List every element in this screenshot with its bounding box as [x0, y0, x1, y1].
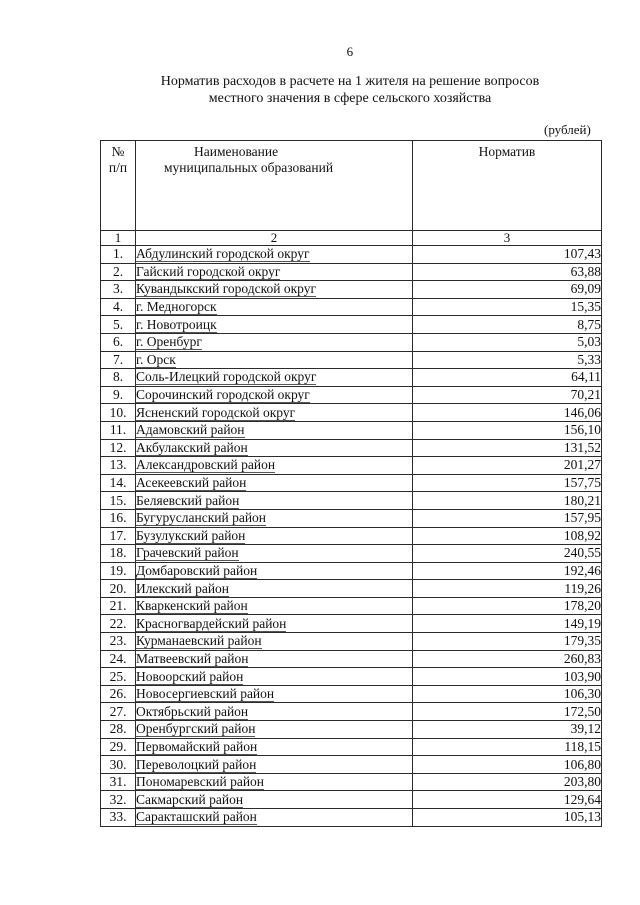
- table-row: [101, 404, 602, 422]
- row-number: 21.: [101, 597, 136, 615]
- municipality-name: [136, 404, 413, 422]
- row-number: 2.: [101, 263, 136, 281]
- municipality-name-text: Новосергиевский район: [136, 686, 275, 702]
- row-number: 7.: [101, 351, 136, 369]
- municipality-name: [136, 633, 413, 651]
- table-row: [101, 580, 602, 598]
- row-number: 30.: [101, 756, 136, 774]
- table-row: [101, 246, 602, 264]
- municipality-name: [136, 615, 413, 633]
- row-number: 29.: [101, 738, 136, 756]
- norm-value: 131,52: [413, 439, 602, 457]
- municipality-name-text: Акбулакский район: [136, 439, 248, 455]
- table-row: [101, 439, 602, 457]
- municipality-name: [136, 703, 413, 721]
- norm-value: 39,12: [413, 721, 602, 739]
- municipality-name-text: Соль-Илецкий городской округ: [136, 369, 317, 385]
- row-number: 15.: [101, 492, 136, 510]
- table-row: [101, 738, 602, 756]
- municipality-name: [136, 457, 413, 475]
- row-number: 3.: [101, 281, 136, 299]
- municipality-name: [136, 791, 413, 809]
- municipality-name-text: Оренбургский район: [136, 721, 256, 737]
- municipality-name: [136, 809, 413, 827]
- table-header-row: [101, 141, 602, 231]
- norm-value: 106,80: [413, 756, 602, 774]
- table-row: [101, 562, 602, 580]
- column-number: 3: [413, 231, 602, 246]
- norm-value: 106,30: [413, 685, 602, 703]
- table-row: [101, 756, 602, 774]
- table-row: [101, 351, 602, 369]
- norm-value: 70,21: [413, 386, 602, 404]
- municipality-name-text: Красногвардейский район: [136, 615, 287, 631]
- municipality-name: [136, 333, 413, 351]
- table-row: [101, 333, 602, 351]
- municipality-name-text: Переволоцкий район: [136, 756, 257, 772]
- column-number: 2: [136, 231, 413, 246]
- table-row: [101, 809, 602, 827]
- norm-value: 157,75: [413, 474, 602, 492]
- municipality-name: [136, 386, 413, 404]
- municipality-name-text: Беляевский район: [136, 492, 240, 508]
- municipality-name-text: г. Новотроицк: [136, 316, 217, 332]
- table-row: [101, 721, 602, 739]
- header-name-line-1: Наименование: [194, 144, 279, 159]
- row-number: 26.: [101, 685, 136, 703]
- row-number: 13.: [101, 457, 136, 475]
- table-row: [101, 633, 602, 651]
- municipality-name-text: Кувандыкский городской округ: [136, 281, 317, 297]
- municipality-name-text: Ясненский городской округ: [136, 404, 296, 420]
- municipality-name: [136, 527, 413, 545]
- title-line-2: местного значения в сфере сельского хозяйства: [208, 91, 492, 106]
- norm-value: 203,80: [413, 773, 602, 791]
- municipality-name-text: Курманаевский район: [136, 633, 262, 649]
- municipality-name-text: Абдулинский городской округ: [136, 246, 310, 262]
- norm-value: 240,55: [413, 545, 602, 563]
- row-number: 8.: [101, 369, 136, 387]
- row-number: 14.: [101, 474, 136, 492]
- municipality-name-text: Октябрьский район: [136, 703, 249, 719]
- norm-value: 15,35: [413, 298, 602, 316]
- municipality-name: [136, 756, 413, 774]
- municipality-name-text: Александровский район: [136, 457, 276, 473]
- title-line-1: Норматив расходов в расчете на 1 жителя на решение вопросов: [160, 74, 540, 89]
- municipality-name-text: Грачевский район: [136, 545, 239, 561]
- norm-value: 105,13: [413, 809, 602, 827]
- municipality-name: [136, 369, 413, 387]
- row-number: 31.: [101, 773, 136, 791]
- page-number: 6: [346, 44, 354, 59]
- table-row: [101, 703, 602, 721]
- table-row: [101, 650, 602, 668]
- row-number: 17.: [101, 527, 136, 545]
- municipality-name: [136, 545, 413, 563]
- municipality-name: [136, 721, 413, 739]
- table-row: [101, 527, 602, 545]
- table-row: [101, 509, 602, 527]
- municipality-name-text: Гайский городской округ: [136, 263, 281, 279]
- row-number: 25.: [101, 668, 136, 686]
- row-number: 33.: [101, 809, 136, 827]
- municipality-name-text: Бугурусланский район: [136, 510, 267, 526]
- header-number: [101, 141, 136, 231]
- table-row: [101, 545, 602, 563]
- table-row: [101, 457, 602, 475]
- header-norm: [413, 141, 602, 231]
- municipality-name-text: Пономаревский район: [136, 774, 265, 790]
- norm-value: 63,88: [413, 263, 602, 281]
- table-row: [101, 773, 602, 791]
- table-row: [101, 685, 602, 703]
- municipality-name: [136, 246, 413, 264]
- municipality-name: [136, 773, 413, 791]
- municipality-name: [136, 316, 413, 334]
- municipality-name-text: Новоорский район: [136, 668, 244, 684]
- norm-value: 146,06: [413, 404, 602, 422]
- municipality-name-text: Первомайский район: [136, 738, 258, 754]
- norm-value: 5,33: [413, 351, 602, 369]
- header-norm-label: Норматив: [478, 144, 536, 159]
- norm-value: 260,83: [413, 650, 602, 668]
- municipality-name-text: Асекеевский район: [136, 475, 247, 491]
- column-number-row: [101, 231, 602, 246]
- municipality-name: [136, 421, 413, 439]
- table-row: [101, 791, 602, 809]
- norm-value: 64,11: [413, 369, 602, 387]
- municipality-name: [136, 351, 413, 369]
- municipality-name-text: Сакмарский район: [136, 791, 244, 807]
- row-number: 16.: [101, 509, 136, 527]
- table-row: [101, 298, 602, 316]
- row-number: 20.: [101, 580, 136, 598]
- table-row: [101, 263, 602, 281]
- municipality-name-text: г. Орск: [136, 351, 176, 367]
- norm-value: 179,35: [413, 633, 602, 651]
- norm-value: 180,21: [413, 492, 602, 510]
- row-number: 27.: [101, 703, 136, 721]
- municipality-name: [136, 263, 413, 281]
- municipality-name: [136, 562, 413, 580]
- norm-value: 201,27: [413, 457, 602, 475]
- row-number: 19.: [101, 562, 136, 580]
- row-number: 12.: [101, 439, 136, 457]
- norm-value: 5,03: [413, 333, 602, 351]
- table-body: [101, 246, 602, 827]
- norm-value: 108,92: [413, 527, 602, 545]
- header-name-line-2: муниципальных образований: [164, 160, 334, 175]
- units-label: (рублей): [544, 122, 591, 137]
- municipality-name: [136, 738, 413, 756]
- header-name: [136, 141, 413, 231]
- row-number: 24.: [101, 650, 136, 668]
- municipality-name-text: Бузулукский район: [136, 527, 246, 543]
- row-number: 23.: [101, 633, 136, 651]
- table-row: [101, 316, 602, 334]
- norm-value: 129,64: [413, 791, 602, 809]
- municipality-name: [136, 580, 413, 598]
- municipality-name: [136, 281, 413, 299]
- municipality-name-text: г. Оренбург: [136, 334, 202, 350]
- norm-value: 103,90: [413, 668, 602, 686]
- municipality-name: [136, 597, 413, 615]
- municipality-name: [136, 650, 413, 668]
- norm-value: 69,09: [413, 281, 602, 299]
- row-number: 9.: [101, 386, 136, 404]
- table-row: [101, 421, 602, 439]
- norm-value: 192,46: [413, 562, 602, 580]
- table-row: [101, 386, 602, 404]
- municipality-name-text: Саракташский район: [136, 809, 257, 825]
- header-number-label: № п/п: [108, 144, 128, 175]
- norm-value: 118,15: [413, 738, 602, 756]
- table-row: [101, 369, 602, 387]
- norm-value: 156,10: [413, 421, 602, 439]
- municipality-name-text: Матвеевский район: [136, 650, 249, 666]
- row-number: 22.: [101, 615, 136, 633]
- norm-value: 172,50: [413, 703, 602, 721]
- row-number: 10.: [101, 404, 136, 422]
- norm-value: 157,95: [413, 509, 602, 527]
- norms-table: [100, 140, 602, 827]
- municipality-name-text: Домбаровский район: [136, 562, 258, 578]
- row-number: 1.: [101, 246, 136, 264]
- row-number: 6.: [101, 333, 136, 351]
- table-row: [101, 668, 602, 686]
- table-row: [101, 615, 602, 633]
- document-title: [60, 73, 640, 107]
- table-row: [101, 597, 602, 615]
- norm-value: 178,20: [413, 597, 602, 615]
- municipality-name: [136, 439, 413, 457]
- municipality-name: [136, 492, 413, 510]
- municipality-name: [136, 685, 413, 703]
- municipality-name-text: Сорочинский городской округ: [136, 387, 310, 403]
- norm-value: 149,19: [413, 615, 602, 633]
- row-number: 32.: [101, 791, 136, 809]
- norm-value: 107,43: [413, 246, 602, 264]
- municipality-name-text: Илекский район: [136, 580, 230, 596]
- norm-value: 119,26: [413, 580, 602, 598]
- row-number: 5.: [101, 316, 136, 334]
- row-number: 28.: [101, 721, 136, 739]
- municipality-name-text: Кваркенский район: [136, 598, 248, 614]
- table-row: [101, 281, 602, 299]
- row-number: 18.: [101, 545, 136, 563]
- municipality-name: [136, 509, 413, 527]
- municipality-name: [136, 668, 413, 686]
- row-number: 4.: [101, 298, 136, 316]
- municipality-name: [136, 474, 413, 492]
- table-row: [101, 474, 602, 492]
- column-number: 1: [101, 231, 136, 246]
- municipality-name-text: г. Медногорск: [136, 299, 217, 315]
- row-number: 11.: [101, 421, 136, 439]
- municipality-name-text: Адамовский район: [136, 422, 245, 438]
- norm-value: 8,75: [413, 316, 602, 334]
- table-row: [101, 492, 602, 510]
- municipality-name: [136, 298, 413, 316]
